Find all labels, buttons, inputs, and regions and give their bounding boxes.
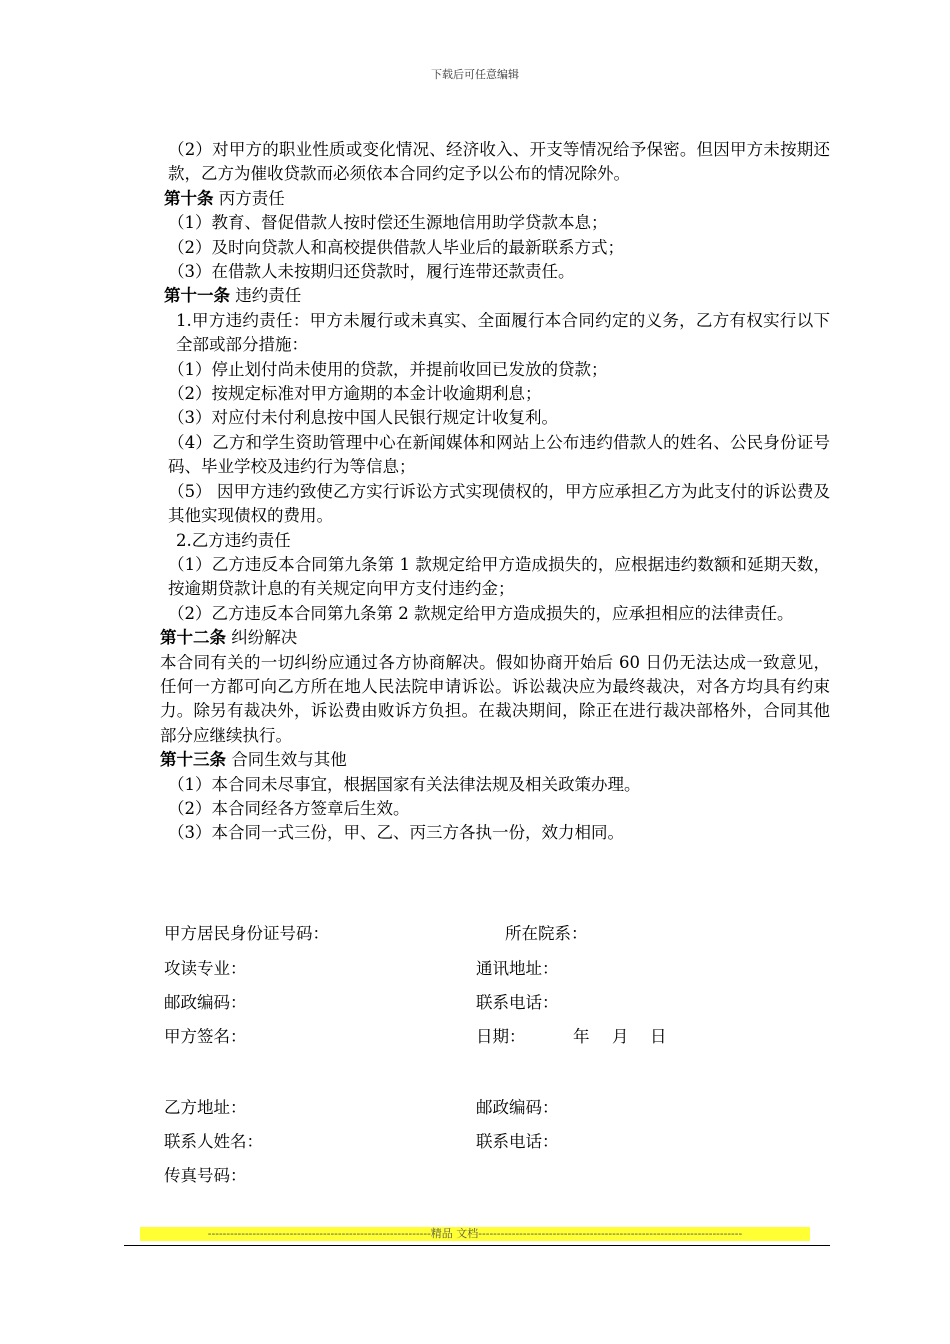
list-item: （3）在借款人未按期归还贷款时，履行连带还款责任。 — [168, 262, 575, 282]
list-item: （1）本合同未尽事宜，根据国家有关法律法规及相关政策办理。 — [168, 774, 641, 794]
field-riqi: 日期： — [476, 1027, 526, 1046]
field-dianhua-jia: 联系电话： — [476, 993, 559, 1012]
list-item: （3）本合同一式三份，甲、乙、丙三方各执一份，效力相同。 — [168, 823, 624, 843]
article-12-heading — [124, 626, 830, 650]
date-day: 日 — [650, 1027, 667, 1046]
field-jia-sign: 甲方签名： — [164, 1027, 247, 1046]
list-item: （1）教育、督促借款人按时偿还生源地信用助学贷款本息； — [168, 213, 608, 233]
list-item: （1）停止划付尚未使用的贷款，并提前收回已发放的贷款； — [168, 359, 608, 379]
page-header-note: 下载后可任意编辑 — [431, 68, 519, 81]
article-number: 第十条 — [164, 188, 214, 208]
article-10-heading — [124, 187, 830, 211]
field-lianxiren: 联系人姓名： — [164, 1132, 263, 1151]
field-yuanxi: 所在院系： — [505, 924, 588, 943]
list-item: （2）及时向贷款人和高校提供借款人毕业后的最新联系方式； — [168, 237, 624, 257]
field-yi-addr: 乙方地址： — [164, 1098, 247, 1117]
list-item: （4）乙方和学生资助管理中心在新闻媒体和网站上公布违约借款人的姓名、公民身份证号码、毕业学校及违约行为等信息； — [168, 432, 830, 477]
list-item: （2）乙方违反本合同第九条第 2 款规定给甲方造成损失的，应承担相应的法律责任。 — [168, 603, 794, 623]
sub-heading: 2.乙方违约责任 — [176, 530, 291, 550]
field-zhuanye: 攻读专业： — [164, 959, 247, 978]
field-jia-id: 甲方居民身份证号码： — [164, 924, 329, 943]
article-subject: 纠纷解决 — [226, 628, 298, 648]
article-subject: 违约责任 — [230, 286, 302, 306]
article-11-heading — [124, 284, 830, 308]
list-item: （2）本合同经各方签章后生效。 — [168, 798, 410, 818]
field-chuanzhen: 传真号码： — [164, 1166, 247, 1185]
field-youbian-jia: 邮政编码： — [164, 993, 247, 1012]
field-dianhua-yi: 联系电话： — [476, 1132, 559, 1151]
article-subject: 丙方责任 — [213, 188, 285, 208]
list-item: （5） 因甲方违约致使乙方实行诉讼方式实现债权的，甲方应承担乙方为此支付的诉讼费及其他实现债权的费用。 — [168, 481, 830, 526]
date-year: 年 — [573, 1027, 590, 1046]
list-item: （2）按规定标准对甲方逾期的本金计收逾期利息； — [168, 384, 542, 404]
article-number: 第十二条 — [160, 628, 226, 648]
article-subject: 合同生效与其他 — [226, 750, 347, 770]
footer-divider — [124, 1245, 830, 1246]
field-tongxun: 通讯地址： — [476, 959, 559, 978]
footer-banner: ------------------------------------------------------------精品 文档----------------------------------------------------------------------- — [140, 1227, 810, 1241]
list-item: （3）对应付未付利息按中国人民银行规定计收复利。 — [168, 408, 558, 428]
contract-body — [124, 138, 830, 846]
list-item: （1）乙方违反本合同第九条第 1 款规定给甲方造成损失的，应根据违约数额和延期天数，按逾期贷款计息的有关规定向甲方支付违约金； — [168, 554, 830, 599]
article-number: 第十三条 — [160, 750, 226, 770]
field-youbian-yi: 邮政编码： — [476, 1098, 559, 1117]
article-13-heading — [124, 748, 830, 772]
sub-heading: 1.甲方违约责任：甲方未履行或未真实、全面履行本合同约定的义务，乙方有权实行以下全部或部分措施： — [176, 310, 830, 355]
date-month: 月 — [612, 1027, 629, 1046]
paragraph: （2）对甲方的职业性质或变化情况、经济收入、开支等情况给予保密。但因甲方未按期还款，乙方为催收贷款而必须依本合同约定予以公布的情况除外。 — [168, 140, 830, 184]
paragraph: 本合同有关的一切纠纷应通过各方协商解决。假如协商开始后 60 日仍无法达成一致意见，任何一方都可向乙方所在地人民法院申请诉讼。诉讼裁决应为最终裁决，对各方均具有约束力。除另有裁决外，诉讼费由败诉方负担。在裁决期间，除正在进行裁决部格外，合同其他部分应继续执行。 — [160, 652, 830, 745]
article-number: 第十一条 — [164, 286, 230, 306]
